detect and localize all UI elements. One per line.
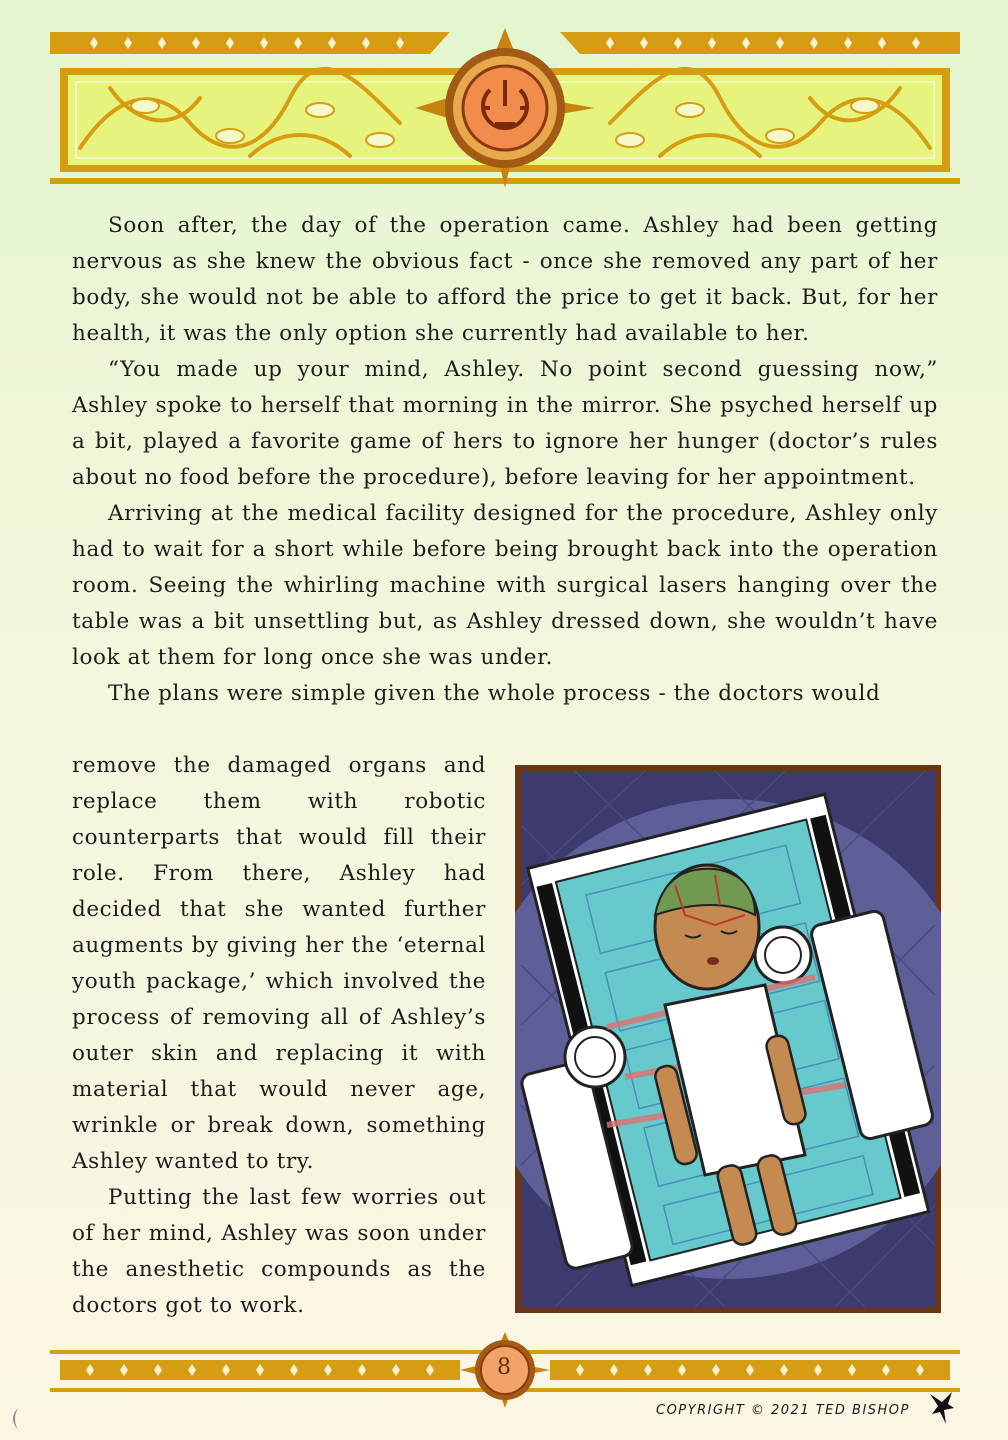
paragraph: The plans were simple given the whole process - the doctors would — [108, 681, 881, 706]
paragraph: remove the damaged organs and replace them with robotic counterparts that would fill their role. From there, Ashley had decided that she wanted further augments by giving her the ‘eternal youth package,’ which involved the process of removing all of Ashley’s outer skin and replacing it with material that would never age, wrinkle or break down, something Ashley wanted to try. — [72, 753, 486, 1174]
body-text — [72, 208, 938, 712]
hummingbird-signature-icon — [926, 1388, 958, 1426]
operation-illustration — [515, 765, 941, 1313]
paragraph: “You made up your mind, Ashley. No point second guessing now,” Ashley spoke to herself that morning in the mirror. She psyched herself up a bit, played a favorite game of hers to ignore her hunger (doctor’s rules about no food before the procedure), before leaving for her appointment. — [72, 357, 938, 490]
copyright-text: COPYRIGHT © 2021 TED BISHOP — [656, 1403, 910, 1418]
page-number: 8 — [497, 1355, 511, 1380]
column-text — [72, 748, 486, 1324]
paragraph: Arriving at the medical facility designed for the procedure, Ashley only had to wait for a short while before being brought back into the operation room. Seeing the whirling machine with surgical lasers hanging over the table was a bit unsettling but, as Ashley dressed down, she wouldn’t have look at them for long once she was under. — [72, 501, 938, 670]
paragraph: Soon after, the day of the operation came. Ashley had been getting nervous as she knew the obvious fact - once she removed any part of her body, she would not be able to afford the price to get it back. But, for her health, it was the only option she currently had available to her. — [72, 213, 938, 346]
paragraph: Putting the last few worries out of her mind, Ashley was soon under the anesthetic compounds as the doctors got to work. — [72, 1185, 486, 1318]
crescent-mark-icon — [6, 1406, 26, 1432]
header-ornament — [50, 28, 960, 190]
